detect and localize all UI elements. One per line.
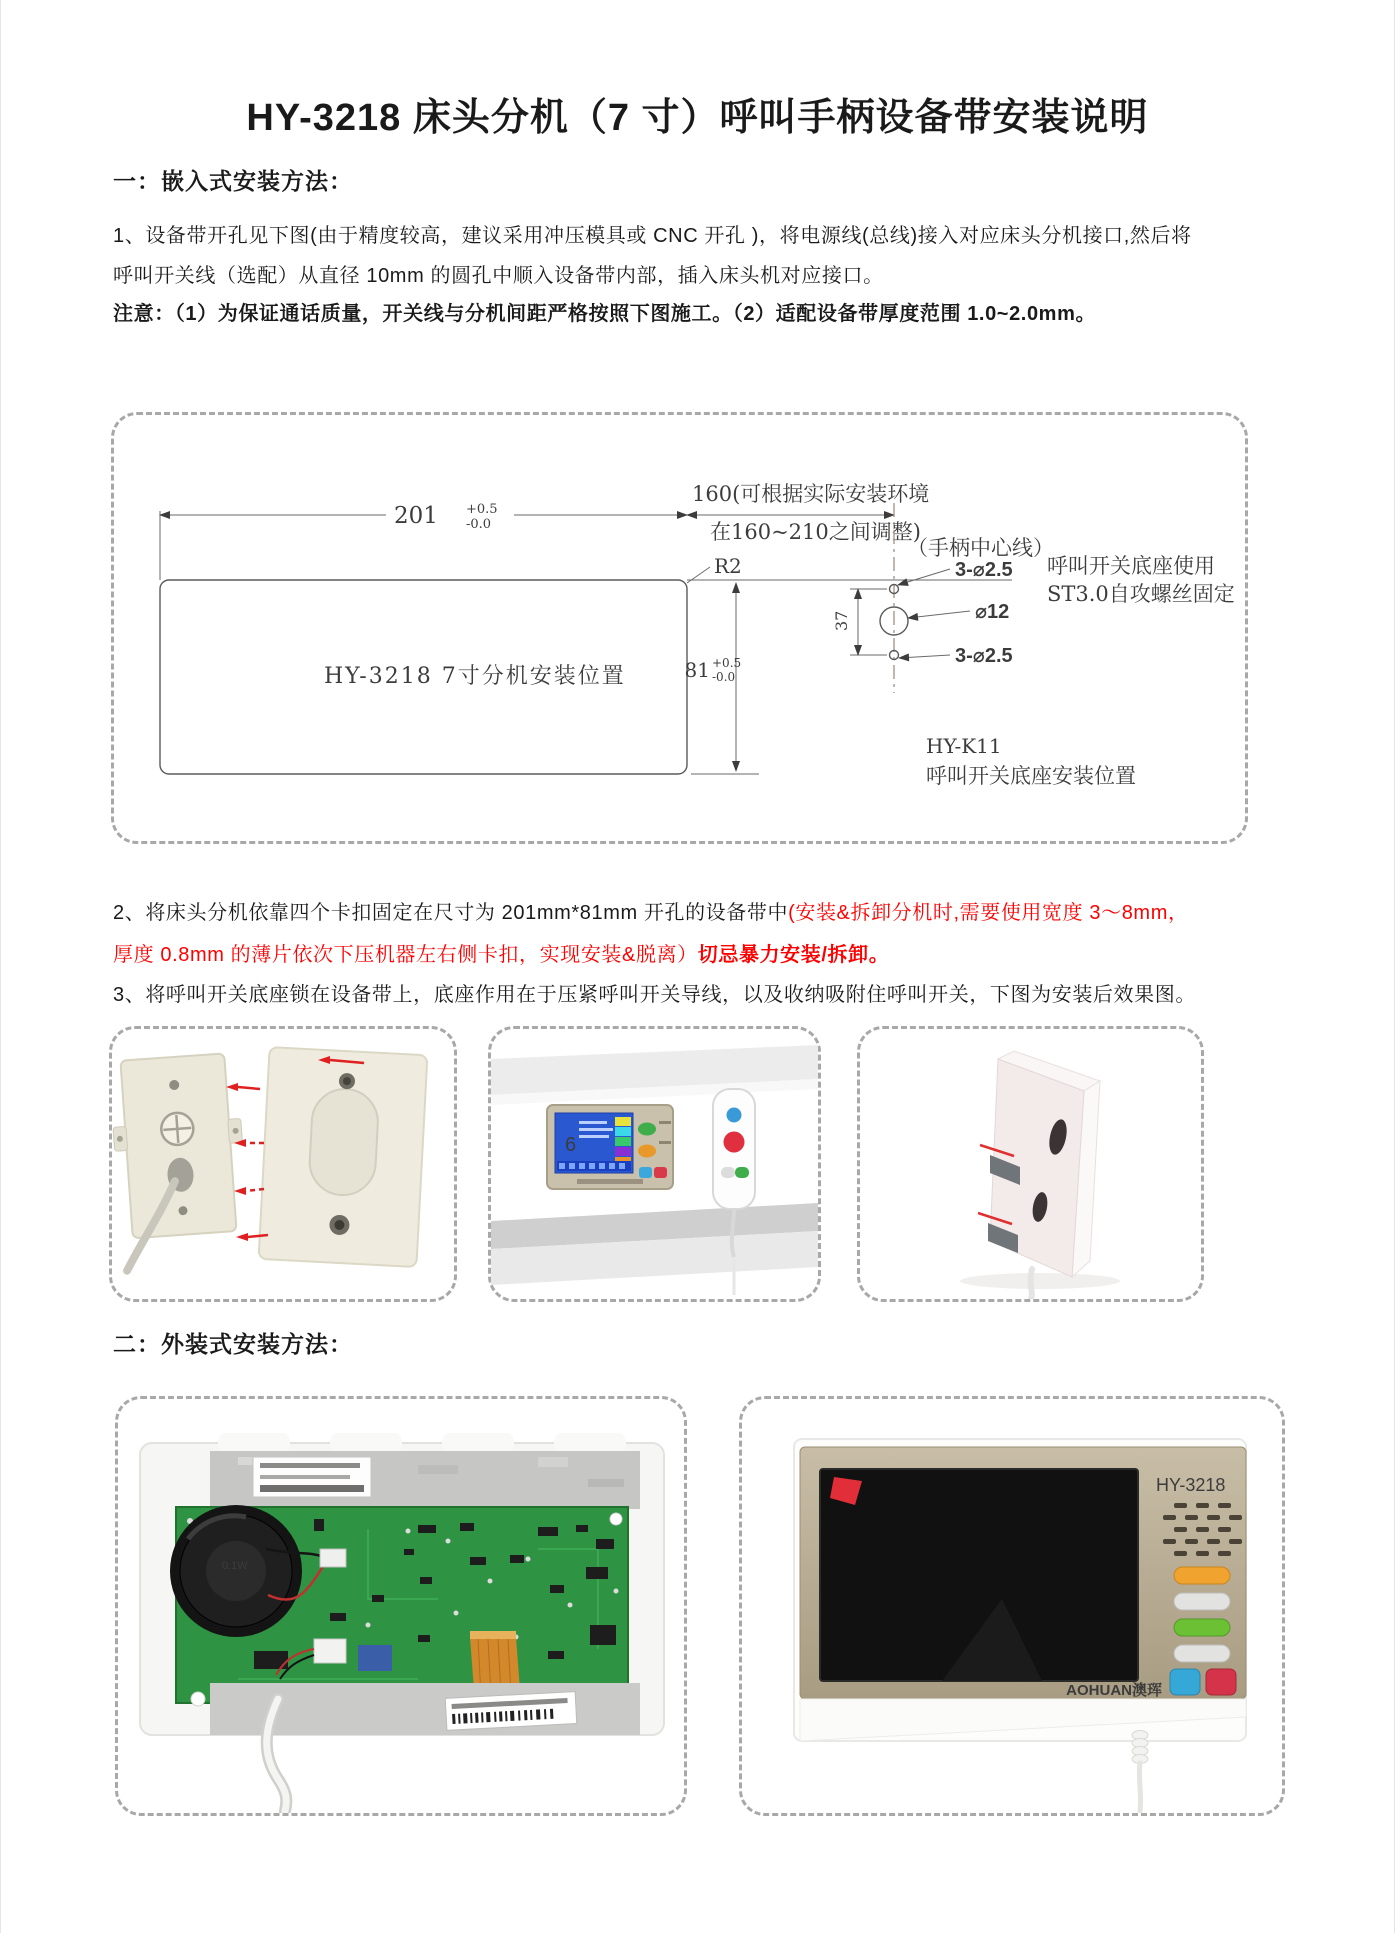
photo-box-sideview [857,1026,1204,1302]
wall-unit-digit: 6 [565,1134,577,1156]
connector-cable [314,1639,346,1663]
base-plate-back [112,1053,251,1271]
handset-hook [732,1209,734,1257]
photo-box-installed [488,1026,821,1302]
wall-unit-green-button [638,1123,656,1136]
dim-hole-span: 37 [832,610,851,631]
button-blue [1170,1669,1200,1695]
screw-note-line1: 呼叫开关底座使用 [1047,554,1215,578]
speaker-power-label: 0.1W [222,1560,248,1572]
front-model-label: HY-3218 [1156,1475,1226,1495]
photo-box-back-pcb [115,1396,687,1816]
wall-unit-red-button [654,1167,667,1178]
dim-height: 81 [684,658,710,682]
handle-centerline-label: （手柄中心线） [907,536,1054,560]
cutout-label: HY-3218 7寸分机安装位置 [324,664,626,689]
pcb-blue-module [358,1645,392,1671]
handset-red-button [724,1132,745,1153]
base-model-label: HY-K11 [926,734,1002,758]
brand-label: AOHUAN澳珲 [1066,1682,1162,1699]
wall-unit [547,1105,673,1189]
dim-width: 201 [394,503,438,529]
corner-radius-label: R2 [714,554,742,578]
cad-drawing-box [111,412,1248,844]
step2-black-text: 2、将床头分机依靠四个卡扣固定在尺寸为 201mm*81mm 开孔的设备带中 [113,902,789,924]
dim-width-tol-top: +0.5 [466,502,498,517]
photo-back-pcb [118,1399,684,1813]
step2-red-text-b: 厚度 0.8mm 的薄片依次下压机器左右侧卡扣，实现安装&脱离） [113,944,698,966]
holes-bottom-label: 3-⌀2.5 [955,645,1013,667]
wall-unit-blue-button [639,1167,652,1178]
connector-small [320,1549,346,1567]
step2-line1 [113,896,1189,925]
barcode-sticker [445,1692,576,1731]
dim-width-tol-bottom: -0.0 [466,517,492,532]
holes-top-label: 3-⌀2.5 [955,559,1013,581]
page-title: HY-3218 床头分机（7 寸）呼叫手柄设备带安装说明 [246,97,1149,139]
coiled-cable [1132,1731,1148,1812]
button-orange [1174,1567,1230,1584]
photo-bases [112,1029,454,1299]
cad-drawing [114,415,1245,841]
section1-heading: 一：嵌入式安装方法： [113,168,353,194]
step1-line2: 呼叫开关线（选配）从直径 10mm 的圆孔中顺入设备带内部，插入床头机对应接口。 [113,265,884,287]
button-red [1206,1669,1236,1695]
step2-red-bold-text: 切忌暴力安装/拆卸。 [697,944,890,966]
handset-blue-button [727,1108,742,1123]
step3-line: 3、将呼叫开关底座锁在设备带上，底座作用在于压紧呼叫开关导线，以及收纳吸附住呼叫开关，下图为安装后效果图。 [113,984,1196,1006]
photo-installed [491,1029,818,1299]
section2-heading: 二：外装式安装方法： [113,1331,353,1357]
hole-center-label: ⌀12 [975,601,1010,623]
handset-toggle [721,1167,735,1178]
button-silver-2 [1174,1645,1230,1662]
note-line: 注意：（1）为保证通话质量，开关线与分机间距严格按照下图施工。（2）适配设备带厚度范围 1.0~2.0mm。 [113,303,1097,325]
screw-note-line2: ST3.0自攻螺丝固定 [1047,582,1235,606]
dim-height-tol-top: +0.5 [712,656,742,670]
step2-red-text-a: (安装&拆卸分机时,需要使用宽度 3～8mm， [788,902,1189,924]
photo-front [742,1399,1282,1813]
photo-box-front [739,1396,1285,1816]
button-green [1174,1619,1230,1636]
base-plate-front [259,1047,428,1267]
dim-height-tol-bottom: -0.0 [712,670,736,684]
dim-handle-line2: 在160~210之间调整) [710,520,921,544]
cable [1031,1269,1032,1299]
base-position-label: 呼叫开关底座安装位置 [926,764,1136,788]
step2-line2 [113,938,889,967]
wall-unit-orange-button [638,1145,656,1158]
button-silver-1 [1174,1593,1230,1610]
photo-sideview [860,1029,1201,1299]
step1-line1: 1、设备带开孔见下图(由于精度较高，建议采用冲压模具或 CNC 开孔 )，将电源线(总线)接入对应床头分机接口,然后将 [113,225,1192,247]
photo-box-bases [109,1026,457,1302]
dim-handle-line1: 160(可根据实际安装环境 [692,482,930,506]
